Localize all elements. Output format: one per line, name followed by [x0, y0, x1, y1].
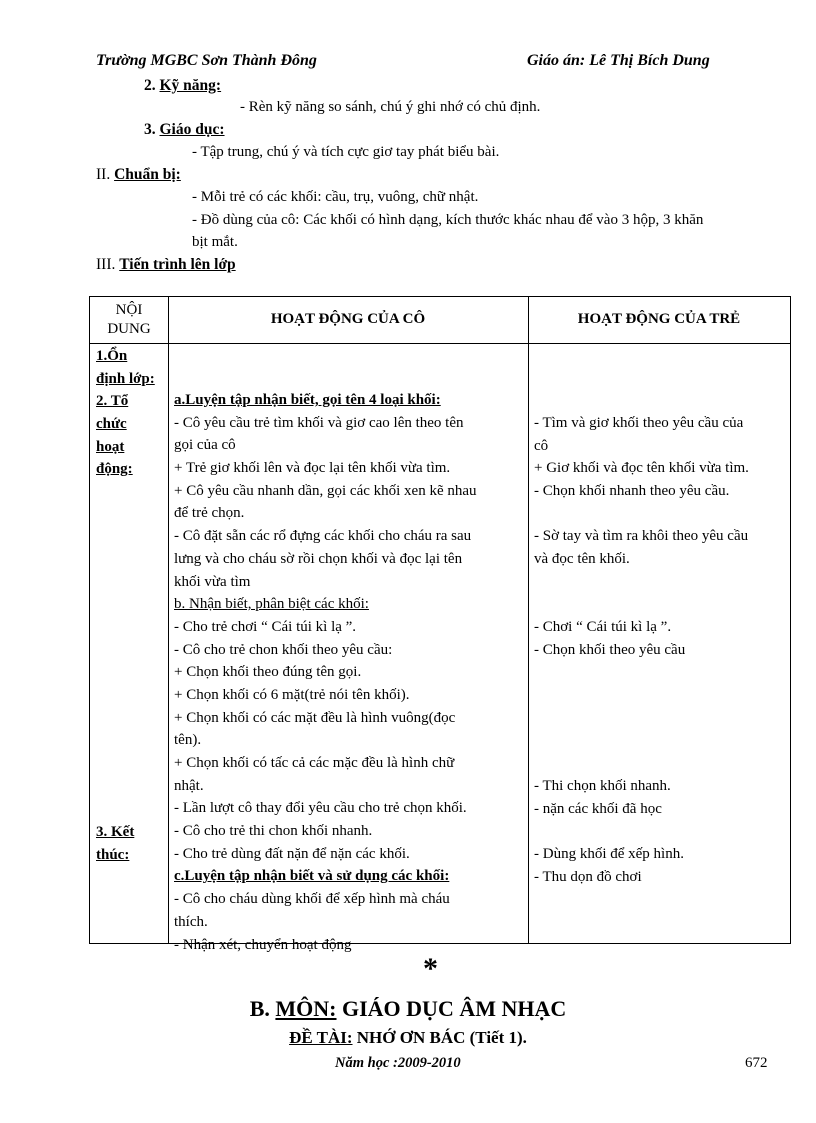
hoat-dong-tre-spacer [534, 730, 749, 753]
ky-nang-title: Kỹ năng: [159, 77, 222, 94]
giao-duc-title: Giáo dục: [159, 121, 225, 138]
noi-dung-line: chức [96, 416, 127, 433]
hoat-dong-co-line: + Trẻ giơ khối lên và đọc lại tên khối vừa tìm. [174, 460, 451, 477]
header-noi-dung-line-1: NỘI [115, 302, 143, 318]
noi-dung-spacer [96, 663, 155, 686]
chuan-bi-line-2: - Đồ dùng của cô: Các khối có hình dạng, kích thước khác nhau để vào 3 hộp, 3 khăn [192, 212, 704, 228]
hoat-dong-co-line: + Chọn khối theo đúng tên gọi. [174, 664, 362, 681]
hoat-dong-tre-spacer [534, 820, 749, 843]
hoat-dong-co-line: - Cho trẻ dùng đất nặn để nặn các khối. [174, 845, 410, 862]
separator-star: * [423, 952, 438, 985]
hoat-dong-tre-column [534, 412, 749, 888]
table-divider-1 [168, 297, 169, 943]
noi-dung-spacer [96, 776, 155, 799]
hoat-dong-tre-line: - Tìm và giơ khối theo yêu cầu của [534, 415, 744, 431]
hoat-dong-co-line: b. Nhận biết, phân biệt các khối: [174, 596, 369, 613]
tien-trinh-heading [96, 256, 236, 274]
giao-duc-num: 3. [144, 121, 156, 138]
hoat-dong-co-line: - Cô đặt sẵn các rổ đựng các khối cho cháu ra sau [174, 528, 472, 545]
hoat-dong-co-line: - Cho trẻ chơi “ Cái túi kì lạ ”. [174, 618, 357, 635]
subject-label: MÔN: [275, 996, 337, 1021]
header-noi-dung [90, 301, 168, 339]
hoat-dong-tre-spacer [534, 752, 749, 775]
noi-dung-line: thúc: [96, 847, 130, 864]
noi-dung-spacer [96, 685, 155, 708]
hoat-dong-co-line: - Lần lượt cô thay đổi yêu cầu cho trẻ chọn khối. [174, 800, 467, 817]
noi-dung-spacer [96, 708, 155, 731]
table-header-divider [90, 343, 790, 344]
noi-dung-spacer [96, 504, 155, 527]
subject-value: GIÁO DỤC ÂM NHẠC [342, 996, 567, 1021]
noi-dung-spacer [96, 572, 155, 595]
hoat-dong-co-line: - Nhận xét, chuyển hoạt động [174, 936, 352, 953]
hoat-dong-co-line: + Chọn khối có các mặt đều là hình vuông(đọc [174, 709, 456, 726]
header-hoat-dong-tre: HOẠT ĐỘNG CỦA TRẺ [577, 311, 741, 327]
hoat-dong-co-line: lưng và cho cháu sờ rồi chọn khối và đọc lại tên [174, 550, 463, 567]
hoat-dong-co-line: - Cô cho cháu dùng khối để xếp hình mà cháu [174, 891, 450, 908]
hoat-dong-tre-line: - Chơi “ Cái túi kì lạ ”. [534, 619, 672, 636]
hoat-dong-co-line: - Cô cho trẻ thi chon khối nhanh. [174, 823, 373, 840]
noi-dung-spacer [96, 527, 155, 550]
hoat-dong-co-line: nhật. [174, 777, 204, 794]
giao-duc-heading [144, 121, 225, 139]
teacher-name: Giáo án: Lê Thị Bích Dung [527, 52, 710, 69]
noi-dung-column [96, 345, 155, 867]
noi-dung-line: 1.Ổn [96, 348, 128, 364]
hoat-dong-tre-spacer [534, 571, 749, 594]
noi-dung-line: 3. Kết [96, 824, 135, 841]
hoat-dong-tre-line: - Dùng khối để xếp hình. [534, 846, 684, 863]
hoat-dong-tre-line: - Chọn khối theo yêu cầu [534, 641, 686, 658]
hoat-dong-co-column [174, 389, 477, 956]
table-divider-2 [528, 297, 529, 943]
hoat-dong-tre-line: - Thu dọn đồ chơi [534, 868, 642, 885]
hoat-dong-co-line: + Chọn khối có 6 mặt(trẻ nói tên khối). [174, 686, 410, 703]
noi-dung-spacer [96, 617, 155, 640]
subject-prefix: B. [249, 996, 270, 1021]
noi-dung-line: định lớp: [96, 370, 155, 387]
hoat-dong-tre-line: - Sờ tay và tìm ra khôi theo yêu cầu [534, 528, 749, 545]
hoat-dong-co-line: thích. [174, 913, 208, 930]
ky-nang-num: 2. [144, 77, 156, 94]
giao-duc-text: - Tập trung, chú ý và tích cực giơ tay phát biểu bài. [192, 144, 500, 160]
topic-label: ĐỀ TÀI: [289, 1028, 353, 1047]
hoat-dong-tre-line: - nặn các khối đã học [534, 800, 662, 817]
ky-nang-heading [144, 77, 221, 95]
noi-dung-spacer [96, 799, 155, 822]
noi-dung-spacer [96, 753, 155, 776]
noi-dung-line: 2. Tổ [96, 393, 129, 410]
hoat-dong-co-line: - Cô cho trẻ chon khối theo yêu cầu: [174, 641, 393, 658]
hoat-dong-tre-line: và đọc tên khối. [534, 551, 630, 568]
hoat-dong-co-line: - Cô yêu cầu trẻ tìm khối và giơ cao lên theo tên [174, 414, 464, 431]
header-hoat-dong-co: HOẠT ĐỘNG CỦA CÔ [270, 311, 426, 327]
noi-dung-spacer [96, 549, 155, 572]
chuan-bi-heading [96, 166, 181, 184]
hoat-dong-co-line: + Chọn khối có tấc cả các mặc đều là hình chữ [174, 755, 455, 771]
hoat-dong-tre-line: cô [534, 437, 549, 454]
noi-dung-spacer [96, 640, 155, 663]
school-year: Năm học :2009-2010 [335, 1055, 461, 1071]
hoat-dong-tre-line: + Giơ khối và đọc tên khối vừa tìm. [534, 460, 749, 477]
noi-dung-line: hoạt [96, 438, 125, 455]
hoat-dong-tre-spacer [534, 594, 749, 617]
tien-trinh-num: III. [96, 256, 116, 273]
hoat-dong-co-line: + Cô yêu cầu nhanh dần, gọi các khối xen kẽ nhau [174, 482, 477, 499]
chuan-bi-title: Chuẩn bị: [114, 166, 181, 183]
hoat-dong-tre-spacer [534, 684, 749, 707]
hoat-dong-tre-spacer [534, 707, 749, 730]
hoat-dong-co-line: gọi của cô [174, 437, 236, 454]
hoat-dong-tre-line: - Chọn khối nhanh theo yêu cầu. [534, 483, 730, 500]
ky-nang-text: - Rèn kỹ năng so sánh, chú ý ghi nhớ có chủ định. [240, 99, 541, 115]
hoat-dong-co-line: tên). [174, 732, 202, 749]
hoat-dong-co-line: c.Luyện tập nhận biết và sử dụng các khối: [174, 868, 450, 885]
hoat-dong-co-line: để trẻ chọn. [174, 505, 245, 522]
noi-dung-spacer [96, 481, 155, 504]
chuan-bi-line-3: bịt mắt. [192, 234, 238, 250]
chuan-bi-line-1: - Mỗi trẻ có các khối: cầu, trụ, vuông, chữ nhật. [192, 189, 479, 205]
noi-dung-spacer [96, 595, 155, 618]
hoat-dong-tre-spacer [534, 503, 749, 526]
lesson-table [89, 296, 791, 953]
hoat-dong-tre-spacer [534, 662, 749, 685]
noi-dung-line: động: [96, 461, 133, 478]
hoat-dong-co-line: a.Luyện tập nhận biết, gọi tên 4 loại khối: [174, 392, 441, 408]
topic-value: NHỚ ƠN BÁC (Tiết 1). [356, 1028, 527, 1047]
tien-trinh-title: Tiến trình lên lớp [119, 256, 236, 273]
subject-title [0, 996, 816, 1022]
noi-dung-spacer [96, 731, 155, 754]
hoat-dong-co-line: khối vừa tìm [174, 573, 251, 590]
topic-title [0, 1028, 816, 1048]
header-noi-dung-line-2: DUNG [107, 321, 151, 337]
school-name: Trường MGBC Sơn Thành Đông [96, 52, 317, 69]
hoat-dong-tre-line: - Thi chọn khối nhanh. [534, 778, 671, 794]
chuan-bi-num: II. [96, 166, 111, 183]
page-number: 672 [745, 1055, 768, 1071]
